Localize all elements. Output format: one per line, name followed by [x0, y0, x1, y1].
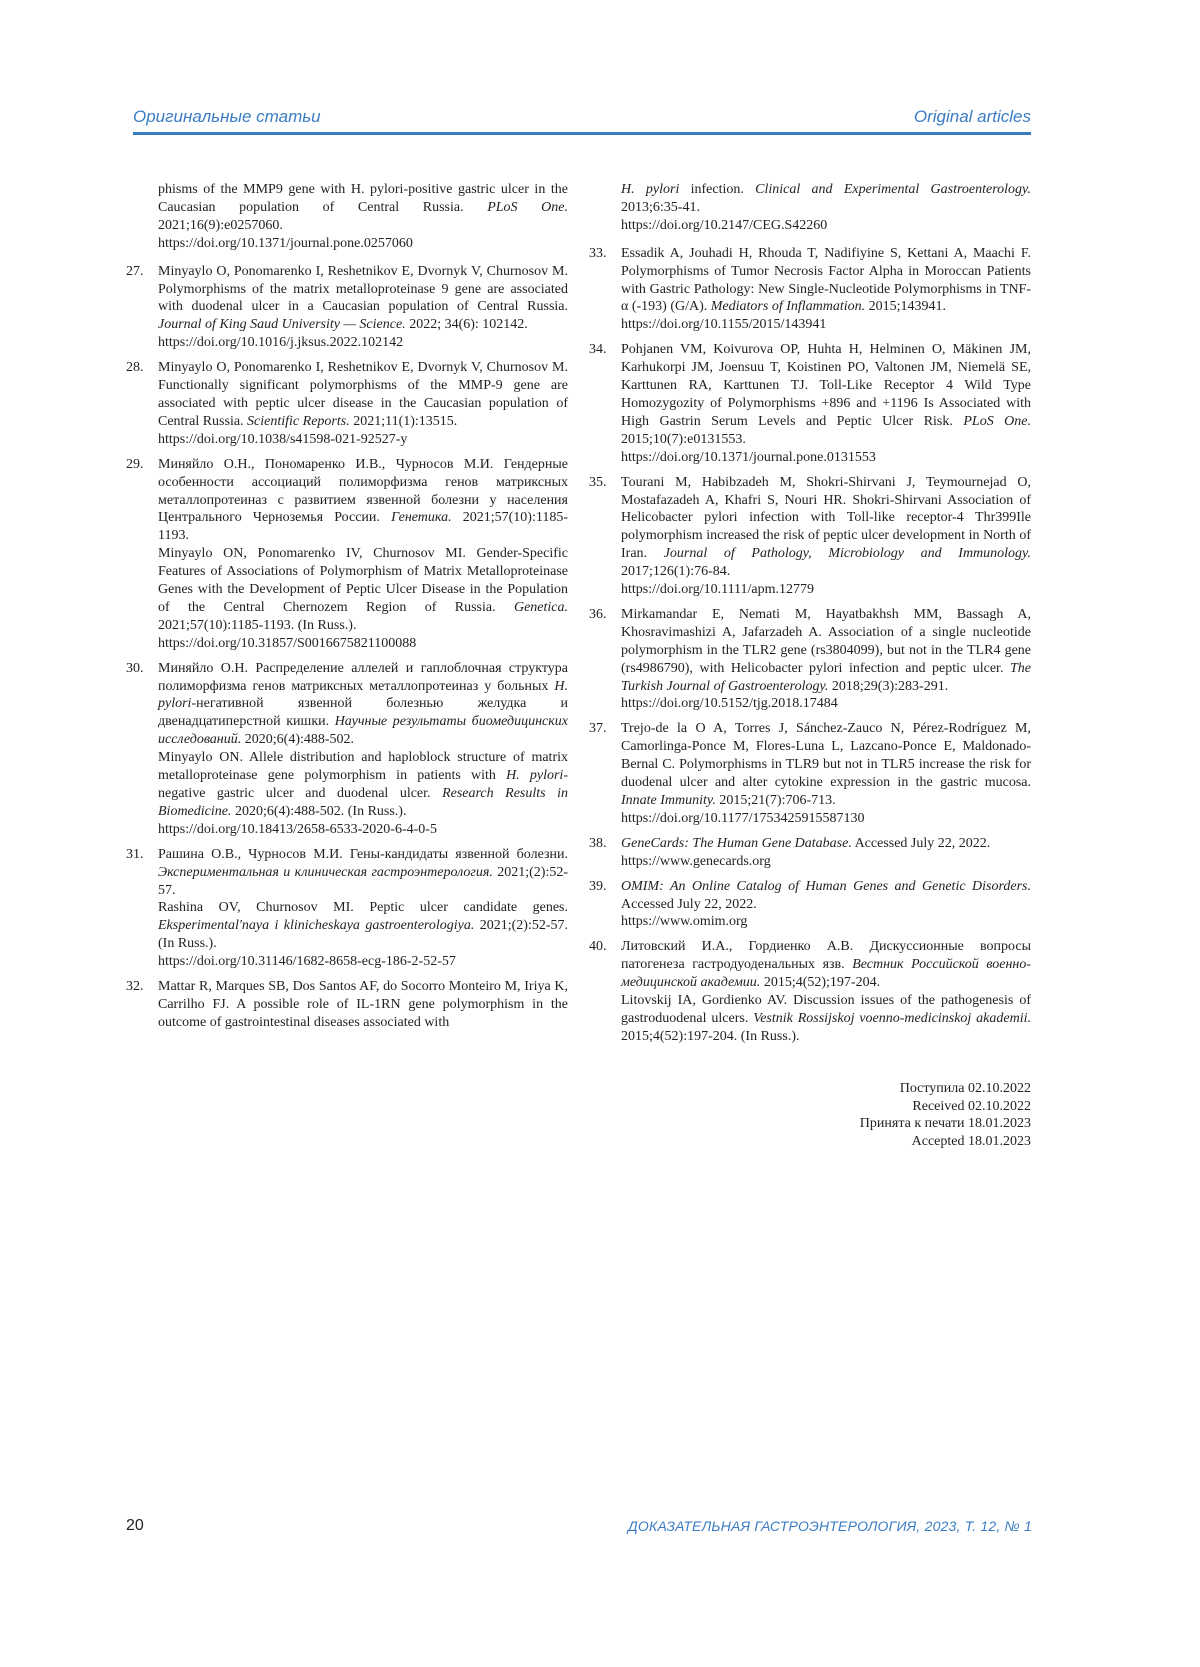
reference-item — [589, 878, 1031, 932]
reference-item — [126, 456, 568, 653]
reference-link[interactable]: https://doi.org/10.2147/CEG.S42260 — [621, 217, 828, 233]
reference-text: Tourani M, Habibzadeh M, Shokri-Shirvani J, Teymournejad O, Mostafazadeh A, Khafri S, Nouri HR. Shokri-Shirvani Association of Helicobacter pylori infection with Toll-like receptor-4 Thr399Ile polymorphism increased the risk of peptic ulcer development in North of Iran. Journal of Pathology, Microbiology and Immunology. 2017;126(1):76-84. — [621, 474, 1031, 580]
reference-text: Minyaylo O, Ponomarenko I, Reshetnikov E, Dvornyk V, Churnosov M. Functionally significant polymorphisms of the MMP-9 gene are associated with peptic ulcer disease in the Caucasian population of Central Russia. Scientific Reports. 2021;11(1):13515. — [158, 360, 568, 429]
reference-item — [126, 846, 568, 971]
reference-text: Trejo-de la O A, Torres J, Sánchez-Zauco N, Pérez-Rodríguez M, Camorlinga-Ponce M, Flores-Luna L, Lazcano-Ponce E, Maldonado-Bernal C. Polymorphisms in TLR9 but not in TLR5 increase the risk for duodenal ulcer and alter cytokine expression in the gastric mucosa. Innate Immunity. 2015;21(7):706-713. — [621, 721, 1031, 808]
reference-number: 31. — [126, 846, 144, 862]
reference-link[interactable]: https://doi.org/10.1111/apm.12779 — [621, 582, 815, 598]
reference-link[interactable]: https://doi.org/10.18413/2658-6533-2020-6-4-0-5 — [158, 821, 437, 837]
reference-text: Mirkamandar E, Nemati M, Hayatbakhsh MM, Bassagh A, Khosravimashizi A, Jafarzadeh A. Association of a single nucleotide polymorphism in the TLR2 gene (rs3804099), but not in the TLR4 gene (rs4986790), with Helicobacter pylori infection and peptic ulcer. The Turkish Journal of Gastroenterology. 2018;29(3):283-291. — [621, 606, 1031, 694]
reference-link[interactable]: https://www.genecards.org — [621, 853, 771, 869]
reference-text: Mattar R, Marques SB, Dos Santos AF, do Socorro Monteiro M, Iriya K, Carrilho FJ. A possible role of IL-1RN gene polymorphism in the outcome of gastrointestinal diseases associated with — [158, 979, 568, 1030]
reference-number: 27. — [126, 263, 144, 279]
reference-item — [589, 720, 1031, 827]
header-section-en: Original articles — [913, 107, 1031, 126]
reference-link[interactable]: https://doi.org/10.31146/1682-8658-ecg-186-2-52-57 — [158, 954, 456, 970]
reference-text: Essadik A, Jouhadi H, Rhouda T, Nadifiyine S, Kettani A, Maachi F. Polymorphisms of Tumor Necrosis Factor Alpha in Moroccan Patients with Gastric Pathology: New Single-Nucleotide Polymorphisms in TNF-α (-193) (G/A). Mediators of Inflammation. 2015;143941. — [621, 245, 1031, 315]
reference-number: 39. — [589, 878, 607, 894]
reference-text: Pohjanen VM, Koivurova OP, Huhta H, Helminen O, Mäkinen JM, Karhukorpi JM, Joensuu T, Koistinen PO, Valtonen JM, Niemelä SE, Karttunen RA, Karttunen TJ. Toll-Like Receptor 4 Wild Type Homozygozity of Polymorphisms +896 and +1196 Is Associated with High Gastrin Serum Levels and Peptic Ulcer Risk. PLoS One. 2015;10(7):e0131553. — [621, 342, 1031, 447]
reference-number: 29. — [126, 456, 144, 472]
reference-link[interactable]: https://doi.org/10.31857/S0016675821100088 — [158, 635, 417, 651]
reference-item — [589, 245, 1031, 335]
reference-number: 36. — [589, 606, 607, 622]
reference-link[interactable]: https://doi.org/10.5152/tjg.2018.17484 — [621, 696, 838, 712]
reference-text: Литовский И.А., Гордиенко А.В. Дискуссионные вопросы патогенеза гастродуоденальных язв. Вестник Российской военно-медицинской академии. 2015;4(52);197-204. — [621, 939, 1031, 991]
journal-footer: ДОКАЗАТЕЛЬНАЯ ГАСТРОЭНТЕРОЛОГИЯ, 2023, Т. 12, № 1 — [627, 1518, 1032, 1534]
reference-translation: Minyaylo ON, Ponomarenko IV, Churnosov MI. Gender-Specific Features of Associations of Polymorphism of Matrix Metalloproteinase Genes with the Development of Peptic Ulcer Disease in the Population of the Central Chernozem Region of Russia. Genetica. 2021;57(10):1185-1193. (In Russ.). — [158, 546, 568, 633]
reference-item — [589, 606, 1031, 713]
reference-number: 35. — [589, 474, 607, 490]
page-number: 20 — [126, 1517, 144, 1534]
reference-item — [126, 263, 568, 353]
reference-item — [589, 938, 1031, 1045]
reference-number: 28. — [126, 360, 144, 376]
reference-text: Миняйло О.Н., Пономаренко И.В., Чурносов М.И. Гендерные особенности ассоциаций полиморфизма генов матриксных металлопротеиназ с развитием язвенной болезни у населения Центрального Черноземья России. Генетика. 2021;57(10):1185-1193. — [158, 456, 568, 544]
received-line: Received 02.10.2022 — [912, 1098, 1031, 1114]
reference-number: 33. — [589, 245, 607, 261]
reference-text: Minyaylo O, Ponomarenko I, Reshetnikov E, Dvornyk V, Churnosov M. Polymorphisms of the matrix metalloproteinase 9 gene are associated with duodenal ulcer in a Caucasian population of Central Russia. Journal of King Saud University — Science. 2022; 34(6): 102142. — [158, 263, 568, 333]
received-line: Поступила 02.10.2022 — [899, 1081, 1031, 1096]
reference-text: GeneCards: The Human Gene Database. Accessed July 22, 2022. — [621, 835, 991, 851]
reference-item — [589, 181, 1031, 235]
reference-text: OMIM: An Online Catalog of Human Genes and Genetic Disorders. Accessed July 22, 2022. — [621, 878, 1031, 912]
running-header — [133, 107, 1031, 135]
reference-item — [126, 978, 568, 1032]
reference-number: 30. — [126, 660, 144, 676]
header-section-ru: Оригинальные статьи — [133, 107, 321, 126]
reference-text: phisms of the MMP9 gene with H. pylori-positive gastric ulcer in the Caucasian population of Central Russia. PLoS One. 2021;16(9):e0257060. — [158, 182, 568, 233]
reference-link[interactable]: https://doi.org/10.1371/journal.pone.0257060 — [158, 235, 413, 251]
reference-item — [126, 181, 568, 253]
received-dates — [860, 1080, 1031, 1150]
reference-link[interactable]: https://doi.org/10.1177/1753425915587130 — [621, 810, 865, 826]
reference-translation: Rashina OV, Churnosov MI. Peptic ulcer candidate genes. Eksperimental'naya i klinicheskaya gastroenterologiya. 2021;(2):52-57. (In Russ.). — [158, 900, 568, 952]
reference-link[interactable]: https://doi.org/10.1016/j.jksus.2022.102142 — [158, 335, 404, 351]
reference-number: 34. — [589, 342, 607, 358]
reference-text: Рашина О.В., Чурносов М.И. Гены-кандидаты язвенной болезни. Экспериментальная и клиническая гастроэнтерология. 2021;(2):52-57. — [158, 846, 568, 898]
reference-number: 32. — [126, 979, 144, 995]
reference-item — [589, 835, 1031, 871]
reference-link[interactable]: https://doi.org/10.1371/journal.pone.0131553 — [621, 449, 876, 465]
reference-text: H. pylori infection. Clinical and Experimental Gastroenterology. 2013;6:35-41. — [621, 182, 1031, 215]
reference-translation: Litovskij IA, Gordienko AV. Discussion issues of the pathogenesis of gastroduodenal ulcers. Vestnik Rossijskoj voenno-medicinskoj akademii. 2015;4(52):197-204. (In Russ.). — [621, 993, 1031, 1044]
reference-number: 37. — [589, 721, 607, 737]
reference-link[interactable]: https://www.omim.org — [621, 914, 748, 930]
received-line: Принята к печати 18.01.2023 — [859, 1116, 1031, 1131]
reference-translation: Minyaylo ON. Allele distribution and haploblock structure of matrix metalloproteinase gene polymorphism in patients with H. pylori-negative gastric ulcer and duodenal ulcer. Research Results in Biomedicine. 2020;6(4):488-502. (In Russ.). — [158, 750, 568, 819]
reference-item — [126, 359, 568, 449]
received-line: Accepted 18.01.2023 — [911, 1133, 1031, 1149]
reference-item — [126, 660, 568, 839]
reference-item — [589, 474, 1031, 599]
references-right-column — [589, 181, 1031, 1053]
references-left-column — [126, 181, 568, 1039]
reference-item — [589, 341, 1031, 466]
reference-text: Миняйло О.Н. Распределение аллелей и гаплоблочная структура полиморфизма генов матриксных металлопротеиназ у больных H. pylori-негативной язвенной болезнью желудка и двенадцатиперстной кишки. Научные результаты биомедицинских исследований. 2020;6(4):488-502. — [158, 660, 568, 748]
reference-link[interactable]: https://doi.org/10.1155/2015/143941 — [621, 317, 827, 333]
reference-number: 40. — [589, 939, 607, 955]
reference-link[interactable]: https://doi.org/10.1038/s41598-021-92527-y — [158, 431, 408, 447]
reference-number: 38. — [589, 835, 607, 851]
